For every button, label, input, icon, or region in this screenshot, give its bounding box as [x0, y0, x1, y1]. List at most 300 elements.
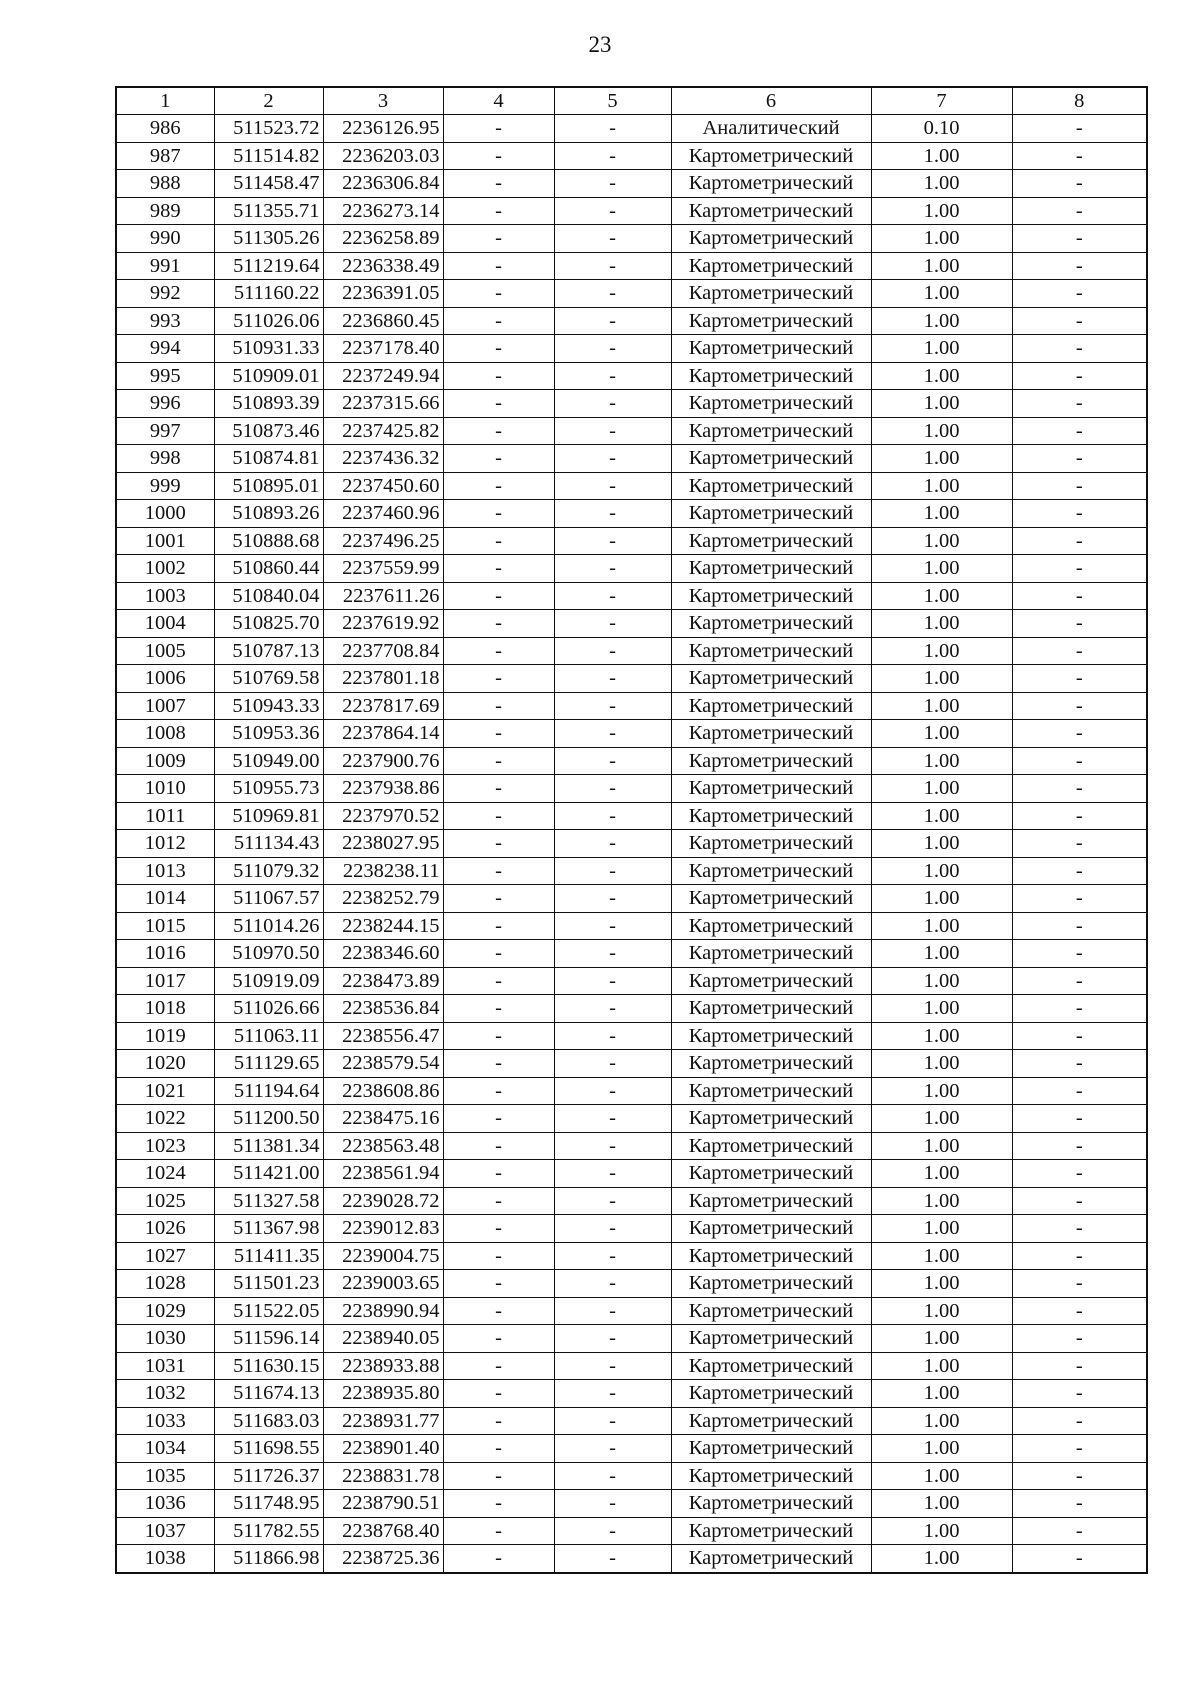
x-coordinate-cell: 511501.23: [214, 1270, 323, 1298]
column-8-cell: -: [1012, 500, 1147, 528]
column-8-cell: -: [1012, 555, 1147, 583]
accuracy-cell: 1.00: [871, 1297, 1012, 1325]
x-coordinate-cell: 511160.22: [214, 280, 323, 308]
column-8-cell: -: [1012, 390, 1147, 418]
column-8-cell: -: [1012, 1022, 1147, 1050]
column-8-cell: -: [1012, 1545, 1147, 1573]
column-5-cell: -: [554, 1160, 671, 1188]
column-5-cell: -: [554, 1077, 671, 1105]
method-cell: Картометрический: [671, 225, 871, 253]
x-coordinate-cell: 510874.81: [214, 445, 323, 473]
table-row: [116, 555, 1147, 583]
accuracy-cell: 1.00: [871, 665, 1012, 693]
x-coordinate-cell: 510895.01: [214, 472, 323, 500]
x-coordinate-cell: 511367.98: [214, 1215, 323, 1243]
column-4-cell: -: [443, 1187, 554, 1215]
y-coordinate-cell: 2237425.82: [323, 417, 443, 445]
table-header-row: [116, 87, 1147, 115]
column-4-cell: -: [443, 1105, 554, 1133]
column-5-cell: -: [554, 1242, 671, 1270]
y-coordinate-cell: 2236391.05: [323, 280, 443, 308]
column-8-cell: -: [1012, 995, 1147, 1023]
accuracy-cell: 1.00: [871, 472, 1012, 500]
y-coordinate-cell: 2238935.80: [323, 1380, 443, 1408]
column-4-cell: -: [443, 197, 554, 225]
column-8-cell: -: [1012, 307, 1147, 335]
column-4-cell: -: [443, 720, 554, 748]
column-5-cell: -: [554, 335, 671, 363]
x-coordinate-cell: 511026.66: [214, 995, 323, 1023]
table-row: [116, 280, 1147, 308]
column-5-cell: -: [554, 912, 671, 940]
column-4-cell: -: [443, 170, 554, 198]
accuracy-cell: 1.00: [871, 1380, 1012, 1408]
method-cell: Картометрический: [671, 1435, 871, 1463]
column-8-cell: -: [1012, 775, 1147, 803]
method-cell: Картометрический: [671, 1050, 871, 1078]
table-row: [116, 1462, 1147, 1490]
column-8-cell: -: [1012, 1490, 1147, 1518]
y-coordinate-cell: 2237178.40: [323, 335, 443, 363]
x-coordinate-cell: 511726.37: [214, 1462, 323, 1490]
y-coordinate-cell: 2238990.94: [323, 1297, 443, 1325]
column-4-cell: -: [443, 1215, 554, 1243]
point-number-cell: 1018: [116, 995, 214, 1023]
column-5-cell: -: [554, 1352, 671, 1380]
accuracy-cell: 1.00: [871, 170, 1012, 198]
column-8-cell: -: [1012, 197, 1147, 225]
table-row: [116, 445, 1147, 473]
point-number-cell: 992: [116, 280, 214, 308]
column-4-cell: -: [443, 637, 554, 665]
column-header: 7: [871, 87, 1012, 115]
x-coordinate-cell: 510893.39: [214, 390, 323, 418]
column-4-cell: -: [443, 225, 554, 253]
x-coordinate-cell: 511194.64: [214, 1077, 323, 1105]
accuracy-cell: 1.00: [871, 1270, 1012, 1298]
method-cell: Картометрический: [671, 1352, 871, 1380]
column-5-cell: -: [554, 1407, 671, 1435]
x-coordinate-cell: 511458.47: [214, 170, 323, 198]
column-4-cell: -: [443, 857, 554, 885]
point-number-cell: 1030: [116, 1325, 214, 1353]
column-header: 8: [1012, 87, 1147, 115]
column-5-cell: -: [554, 775, 671, 803]
x-coordinate-cell: 511129.65: [214, 1050, 323, 1078]
column-header: 1: [116, 87, 214, 115]
point-number-cell: 993: [116, 307, 214, 335]
method-cell: Картометрический: [671, 197, 871, 225]
table-row: [116, 1407, 1147, 1435]
accuracy-cell: 1.00: [871, 225, 1012, 253]
column-5-cell: -: [554, 885, 671, 913]
accuracy-cell: 1.00: [871, 775, 1012, 803]
accuracy-cell: 1.00: [871, 1187, 1012, 1215]
table-row: [116, 1022, 1147, 1050]
column-4-cell: -: [443, 252, 554, 280]
x-coordinate-cell: 511683.03: [214, 1407, 323, 1435]
accuracy-cell: 1.00: [871, 1105, 1012, 1133]
method-cell: Картометрический: [671, 610, 871, 638]
point-number-cell: 1021: [116, 1077, 214, 1105]
column-8-cell: -: [1012, 802, 1147, 830]
point-number-cell: 987: [116, 142, 214, 170]
x-coordinate-cell: 510840.04: [214, 582, 323, 610]
y-coordinate-cell: 2238561.94: [323, 1160, 443, 1188]
column-8-cell: -: [1012, 1215, 1147, 1243]
accuracy-cell: 1.00: [871, 197, 1012, 225]
y-coordinate-cell: 2237970.52: [323, 802, 443, 830]
accuracy-cell: 1.00: [871, 1022, 1012, 1050]
column-5-cell: -: [554, 1517, 671, 1545]
column-8-cell: -: [1012, 280, 1147, 308]
point-number-cell: 1020: [116, 1050, 214, 1078]
y-coordinate-cell: 2238475.16: [323, 1105, 443, 1133]
y-coordinate-cell: 2236338.49: [323, 252, 443, 280]
column-8-cell: -: [1012, 527, 1147, 555]
table-row: [116, 1435, 1147, 1463]
y-coordinate-cell: 2238608.86: [323, 1077, 443, 1105]
column-5-cell: -: [554, 692, 671, 720]
y-coordinate-cell: 2237460.96: [323, 500, 443, 528]
method-cell: Аналитический: [671, 115, 871, 143]
column-5-cell: -: [554, 720, 671, 748]
table-row: [116, 1050, 1147, 1078]
column-4-cell: -: [443, 665, 554, 693]
table-row: [116, 802, 1147, 830]
point-number-cell: 1016: [116, 940, 214, 968]
x-coordinate-cell: 511014.26: [214, 912, 323, 940]
method-cell: Картометрический: [671, 830, 871, 858]
accuracy-cell: 1.00: [871, 445, 1012, 473]
column-8-cell: -: [1012, 665, 1147, 693]
table-row: [116, 857, 1147, 885]
y-coordinate-cell: 2236860.45: [323, 307, 443, 335]
x-coordinate-cell: 511782.55: [214, 1517, 323, 1545]
column-4-cell: -: [443, 500, 554, 528]
column-5-cell: -: [554, 1462, 671, 1490]
table-row: [116, 1077, 1147, 1105]
column-5-cell: -: [554, 1187, 671, 1215]
point-number-cell: 989: [116, 197, 214, 225]
accuracy-cell: 1.00: [871, 1407, 1012, 1435]
table-row: [116, 1242, 1147, 1270]
accuracy-cell: 1.00: [871, 610, 1012, 638]
x-coordinate-cell: 510955.73: [214, 775, 323, 803]
column-8-cell: -: [1012, 720, 1147, 748]
method-cell: Картометрический: [671, 802, 871, 830]
column-4-cell: -: [443, 967, 554, 995]
table-row: [116, 1297, 1147, 1325]
y-coordinate-cell: 2238579.54: [323, 1050, 443, 1078]
column-4-cell: -: [443, 692, 554, 720]
column-4-cell: -: [443, 610, 554, 638]
method-cell: Картометрический: [671, 335, 871, 363]
table-row: [116, 912, 1147, 940]
y-coordinate-cell: 2239028.72: [323, 1187, 443, 1215]
accuracy-cell: 1.00: [871, 555, 1012, 583]
column-4-cell: -: [443, 582, 554, 610]
x-coordinate-cell: 511698.55: [214, 1435, 323, 1463]
point-number-cell: 1038: [116, 1545, 214, 1573]
x-coordinate-cell: 510953.36: [214, 720, 323, 748]
method-cell: Картометрический: [671, 1132, 871, 1160]
accuracy-cell: 1.00: [871, 362, 1012, 390]
accuracy-cell: 0.10: [871, 115, 1012, 143]
column-8-cell: -: [1012, 1077, 1147, 1105]
column-8-cell: -: [1012, 142, 1147, 170]
method-cell: Картометрический: [671, 1077, 871, 1105]
column-4-cell: -: [443, 1270, 554, 1298]
point-number-cell: 1003: [116, 582, 214, 610]
accuracy-cell: 1.00: [871, 1352, 1012, 1380]
column-header: 5: [554, 87, 671, 115]
method-cell: Картометрический: [671, 472, 871, 500]
x-coordinate-cell: 511067.57: [214, 885, 323, 913]
x-coordinate-cell: 511514.82: [214, 142, 323, 170]
point-number-cell: 991: [116, 252, 214, 280]
method-cell: Картометрический: [671, 912, 871, 940]
y-coordinate-cell: 2236258.89: [323, 225, 443, 253]
method-cell: Картометрический: [671, 747, 871, 775]
point-number-cell: 998: [116, 445, 214, 473]
method-cell: Картометрический: [671, 1105, 871, 1133]
point-number-cell: 990: [116, 225, 214, 253]
table-row: [116, 1517, 1147, 1545]
x-coordinate-cell: 511748.95: [214, 1490, 323, 1518]
x-coordinate-cell: 511079.32: [214, 857, 323, 885]
column-8-cell: -: [1012, 1325, 1147, 1353]
point-number-cell: 1034: [116, 1435, 214, 1463]
table-row: [116, 775, 1147, 803]
point-number-cell: 988: [116, 170, 214, 198]
column-5-cell: -: [554, 610, 671, 638]
y-coordinate-cell: 2236203.03: [323, 142, 443, 170]
accuracy-cell: 1.00: [871, 995, 1012, 1023]
x-coordinate-cell: 511200.50: [214, 1105, 323, 1133]
accuracy-cell: 1.00: [871, 1132, 1012, 1160]
method-cell: Картометрический: [671, 170, 871, 198]
accuracy-cell: 1.00: [871, 830, 1012, 858]
point-number-cell: 1019: [116, 1022, 214, 1050]
method-cell: Картометрический: [671, 692, 871, 720]
point-number-cell: 1002: [116, 555, 214, 583]
method-cell: Картометрический: [671, 1242, 871, 1270]
accuracy-cell: 1.00: [871, 720, 1012, 748]
y-coordinate-cell: 2237708.84: [323, 637, 443, 665]
column-8-cell: -: [1012, 1517, 1147, 1545]
y-coordinate-cell: 2236126.95: [323, 115, 443, 143]
column-4-cell: -: [443, 472, 554, 500]
y-coordinate-cell: 2239012.83: [323, 1215, 443, 1243]
x-coordinate-cell: 511381.34: [214, 1132, 323, 1160]
method-cell: Картометрический: [671, 500, 871, 528]
y-coordinate-cell: 2237619.92: [323, 610, 443, 638]
point-number-cell: 1024: [116, 1160, 214, 1188]
y-coordinate-cell: 2238252.79: [323, 885, 443, 913]
accuracy-cell: 1.00: [871, 527, 1012, 555]
column-4-cell: -: [443, 1132, 554, 1160]
column-5-cell: -: [554, 1545, 671, 1573]
x-coordinate-cell: 511421.00: [214, 1160, 323, 1188]
column-5-cell: -: [554, 225, 671, 253]
column-5-cell: -: [554, 280, 671, 308]
column-8-cell: -: [1012, 445, 1147, 473]
point-number-cell: 995: [116, 362, 214, 390]
table-row: [116, 252, 1147, 280]
table-row: [116, 500, 1147, 528]
point-number-cell: 1012: [116, 830, 214, 858]
column-8-cell: -: [1012, 692, 1147, 720]
column-5-cell: -: [554, 417, 671, 445]
table-row: [116, 142, 1147, 170]
point-number-cell: 1011: [116, 802, 214, 830]
column-4-cell: -: [443, 390, 554, 418]
column-8-cell: -: [1012, 1352, 1147, 1380]
x-coordinate-cell: 511305.26: [214, 225, 323, 253]
table-row: [116, 582, 1147, 610]
method-cell: Картометрический: [671, 280, 871, 308]
point-number-cell: 1010: [116, 775, 214, 803]
point-number-cell: 1035: [116, 1462, 214, 1490]
column-5-cell: -: [554, 1490, 671, 1518]
column-8-cell: -: [1012, 912, 1147, 940]
table-row: [116, 692, 1147, 720]
y-coordinate-cell: 2238768.40: [323, 1517, 443, 1545]
method-cell: Картометрический: [671, 1380, 871, 1408]
accuracy-cell: 1.00: [871, 692, 1012, 720]
method-cell: Картометрический: [671, 665, 871, 693]
column-5-cell: -: [554, 1435, 671, 1463]
column-4-cell: -: [443, 1022, 554, 1050]
method-cell: Картометрический: [671, 1325, 871, 1353]
column-5-cell: -: [554, 390, 671, 418]
y-coordinate-cell: 2237559.99: [323, 555, 443, 583]
table-row: [116, 170, 1147, 198]
accuracy-cell: 1.00: [871, 912, 1012, 940]
point-number-cell: 999: [116, 472, 214, 500]
table-row: [116, 747, 1147, 775]
point-number-cell: 1029: [116, 1297, 214, 1325]
column-5-cell: -: [554, 637, 671, 665]
column-4-cell: -: [443, 775, 554, 803]
column-5-cell: -: [554, 1105, 671, 1133]
column-5-cell: -: [554, 747, 671, 775]
method-cell: Картометрический: [671, 417, 871, 445]
table-row: [116, 225, 1147, 253]
column-4-cell: -: [443, 1050, 554, 1078]
column-8-cell: -: [1012, 1380, 1147, 1408]
column-8-cell: -: [1012, 252, 1147, 280]
table-row: [116, 1105, 1147, 1133]
method-cell: Картометрический: [671, 857, 871, 885]
column-5-cell: -: [554, 1270, 671, 1298]
method-cell: Картометрический: [671, 362, 871, 390]
column-8-cell: -: [1012, 1242, 1147, 1270]
x-coordinate-cell: 510949.00: [214, 747, 323, 775]
table-row: [116, 1325, 1147, 1353]
y-coordinate-cell: 2238238.11: [323, 857, 443, 885]
column-4-cell: -: [443, 307, 554, 335]
column-8-cell: -: [1012, 857, 1147, 885]
column-4-cell: -: [443, 1490, 554, 1518]
point-number-cell: 1026: [116, 1215, 214, 1243]
column-5-cell: -: [554, 1022, 671, 1050]
table-row: [116, 885, 1147, 913]
x-coordinate-cell: 511026.06: [214, 307, 323, 335]
column-8-cell: -: [1012, 417, 1147, 445]
y-coordinate-cell: 2238790.51: [323, 1490, 443, 1518]
x-coordinate-cell: 510769.58: [214, 665, 323, 693]
method-cell: Картометрический: [671, 527, 871, 555]
point-number-cell: 1004: [116, 610, 214, 638]
x-coordinate-cell: 511327.58: [214, 1187, 323, 1215]
accuracy-cell: 1.00: [871, 1325, 1012, 1353]
point-number-cell: 1014: [116, 885, 214, 913]
accuracy-cell: 1.00: [871, 417, 1012, 445]
y-coordinate-cell: 2238933.88: [323, 1352, 443, 1380]
column-8-cell: -: [1012, 362, 1147, 390]
method-cell: Картометрический: [671, 1517, 871, 1545]
accuracy-cell: 1.00: [871, 1517, 1012, 1545]
point-number-cell: 1000: [116, 500, 214, 528]
table-row: [116, 527, 1147, 555]
method-cell: Картометрический: [671, 1297, 871, 1325]
column-8-cell: -: [1012, 885, 1147, 913]
y-coordinate-cell: 2237496.25: [323, 527, 443, 555]
accuracy-cell: 1.00: [871, 1215, 1012, 1243]
table-row: [116, 115, 1147, 143]
table-row: [116, 1160, 1147, 1188]
y-coordinate-cell: 2236273.14: [323, 197, 443, 225]
x-coordinate-cell: 511523.72: [214, 115, 323, 143]
y-coordinate-cell: 2237938.86: [323, 775, 443, 803]
table-row: [116, 610, 1147, 638]
method-cell: Картометрический: [671, 1022, 871, 1050]
column-5-cell: -: [554, 115, 671, 143]
table-row: [116, 197, 1147, 225]
table-row: [116, 1490, 1147, 1518]
accuracy-cell: 1.00: [871, 1160, 1012, 1188]
x-coordinate-cell: 511630.15: [214, 1352, 323, 1380]
y-coordinate-cell: 2237436.32: [323, 445, 443, 473]
column-8-cell: -: [1012, 170, 1147, 198]
y-coordinate-cell: 2237611.26: [323, 582, 443, 610]
column-8-cell: -: [1012, 1462, 1147, 1490]
point-number-cell: 1009: [116, 747, 214, 775]
y-coordinate-cell: 2238931.77: [323, 1407, 443, 1435]
y-coordinate-cell: 2237817.69: [323, 692, 443, 720]
column-8-cell: -: [1012, 1270, 1147, 1298]
coordinates-table: [115, 86, 1148, 1574]
method-cell: Картометрический: [671, 1160, 871, 1188]
x-coordinate-cell: 511063.11: [214, 1022, 323, 1050]
accuracy-cell: 1.00: [871, 1545, 1012, 1573]
method-cell: Картометрический: [671, 582, 871, 610]
column-4-cell: -: [443, 1325, 554, 1353]
column-8-cell: -: [1012, 830, 1147, 858]
point-number-cell: 1037: [116, 1517, 214, 1545]
column-4-cell: -: [443, 802, 554, 830]
column-4-cell: -: [443, 747, 554, 775]
column-8-cell: -: [1012, 335, 1147, 363]
table-row: [116, 830, 1147, 858]
table-row: [116, 307, 1147, 335]
column-4-cell: -: [443, 830, 554, 858]
y-coordinate-cell: 2238563.48: [323, 1132, 443, 1160]
x-coordinate-cell: 510888.68: [214, 527, 323, 555]
column-4-cell: -: [443, 362, 554, 390]
